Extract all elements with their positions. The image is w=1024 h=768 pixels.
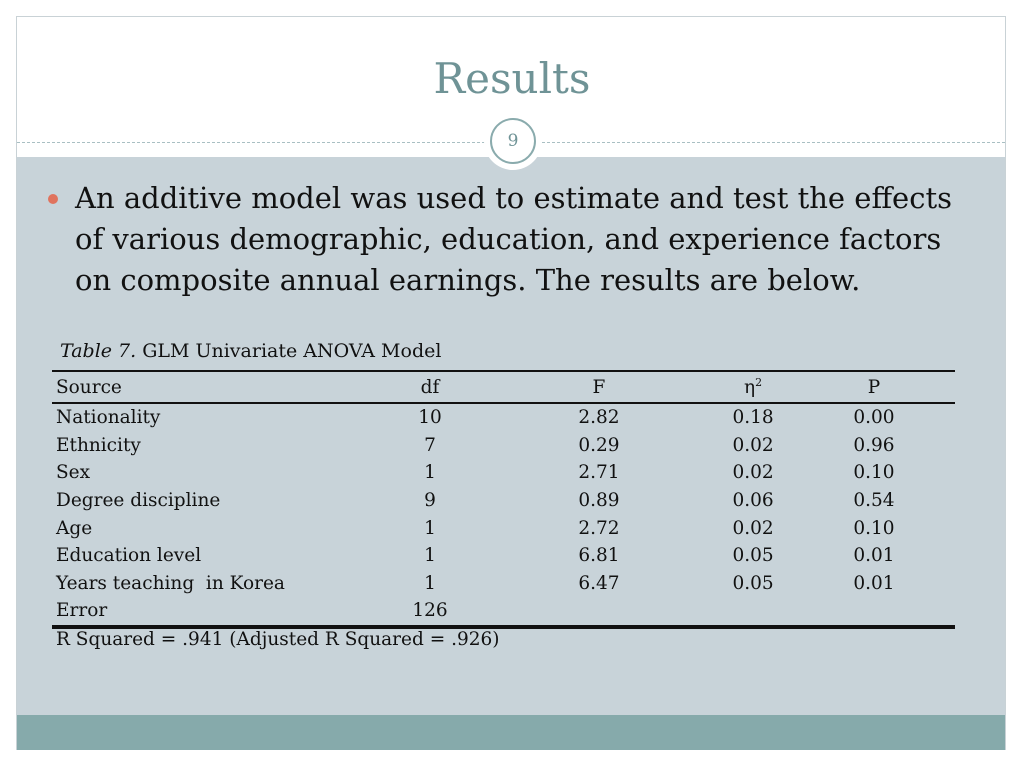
cell-eta: 0.02 — [732, 517, 774, 539]
cell-df: 7 — [424, 434, 436, 456]
table-row — [52, 403, 955, 432]
cell-p: 0.01 — [853, 545, 895, 567]
cell-p: 0.10 — [853, 517, 895, 539]
cell-df: 1 — [424, 462, 436, 484]
anova-table — [52, 370, 955, 629]
cell-source: Degree discipline — [56, 490, 221, 512]
cell-source: Error — [56, 600, 108, 622]
cell-source: Years teaching in Korea — [56, 572, 285, 594]
slide-title: Results — [433, 54, 591, 103]
table-caption-title: GLM Univariate ANOVA Model — [142, 340, 442, 362]
bullet-dot-icon — [48, 194, 58, 204]
table-caption-label: Table 7. — [60, 340, 137, 362]
header-source: Source — [56, 376, 122, 398]
cell-eta: 0.18 — [732, 407, 774, 429]
table-row — [52, 514, 955, 542]
cell-f: 0.29 — [578, 434, 620, 456]
cell-eta — [713, 597, 793, 627]
cell-f: 6.81 — [578, 545, 620, 567]
table-row — [52, 459, 955, 487]
header-p: P — [867, 376, 881, 398]
cell-source: Ethnicity — [56, 434, 141, 456]
cell-df: 1 — [424, 572, 436, 594]
cell-p: 0.96 — [853, 434, 895, 456]
header-eta — [713, 371, 793, 403]
table-row — [52, 487, 955, 515]
cell-f: 2.72 — [578, 517, 620, 539]
cell-source: Age — [56, 517, 93, 539]
cell-p — [793, 597, 955, 627]
cell-f: 2.82 — [578, 407, 620, 429]
cell-p: 0.10 — [853, 462, 895, 484]
cell-df: 9 — [424, 490, 436, 512]
table-header-row — [52, 371, 955, 403]
cell-f — [485, 597, 714, 627]
cell-df: 1 — [424, 517, 436, 539]
cell-eta: 0.02 — [732, 434, 774, 456]
table-note: R Squared = .941 (Adjusted R Squared = .926) — [56, 629, 500, 650]
cell-source: Education level — [56, 545, 202, 567]
table-row — [52, 597, 955, 627]
header-eta-superscript: 2 — [755, 375, 763, 389]
cell-eta: 0.06 — [732, 490, 774, 512]
cell-source: Nationality — [56, 407, 161, 429]
table-row — [52, 542, 955, 570]
cell-f: 0.89 — [578, 490, 620, 512]
header-eta-symbol: η — [744, 377, 756, 399]
cell-eta: 0.05 — [732, 545, 774, 567]
cell-eta: 0.05 — [732, 572, 774, 594]
cell-f: 2.71 — [578, 462, 620, 484]
cell-p: 0.54 — [853, 490, 895, 512]
cell-source: Sex — [56, 462, 91, 484]
header-df: df — [420, 376, 440, 398]
table-row — [52, 570, 955, 598]
page-number-badge: 9 — [490, 118, 536, 164]
cell-df: 126 — [412, 600, 448, 622]
cell-df: 10 — [418, 407, 442, 429]
cell-p: 0.01 — [853, 572, 895, 594]
cell-df: 1 — [424, 545, 436, 567]
cell-p: 0.00 — [853, 407, 895, 429]
bullet-item — [48, 178, 978, 301]
table-row — [52, 432, 955, 460]
footer-bar — [17, 715, 1005, 750]
cell-eta: 0.02 — [732, 462, 774, 484]
cell-f: 6.47 — [578, 572, 620, 594]
bullet-text: An additive model was used to estimate and test the effects of various demographic, education, and experience factors on composite annual earnings. The results are below. — [75, 181, 952, 297]
table-caption — [60, 340, 441, 362]
header-f: F — [592, 376, 606, 398]
